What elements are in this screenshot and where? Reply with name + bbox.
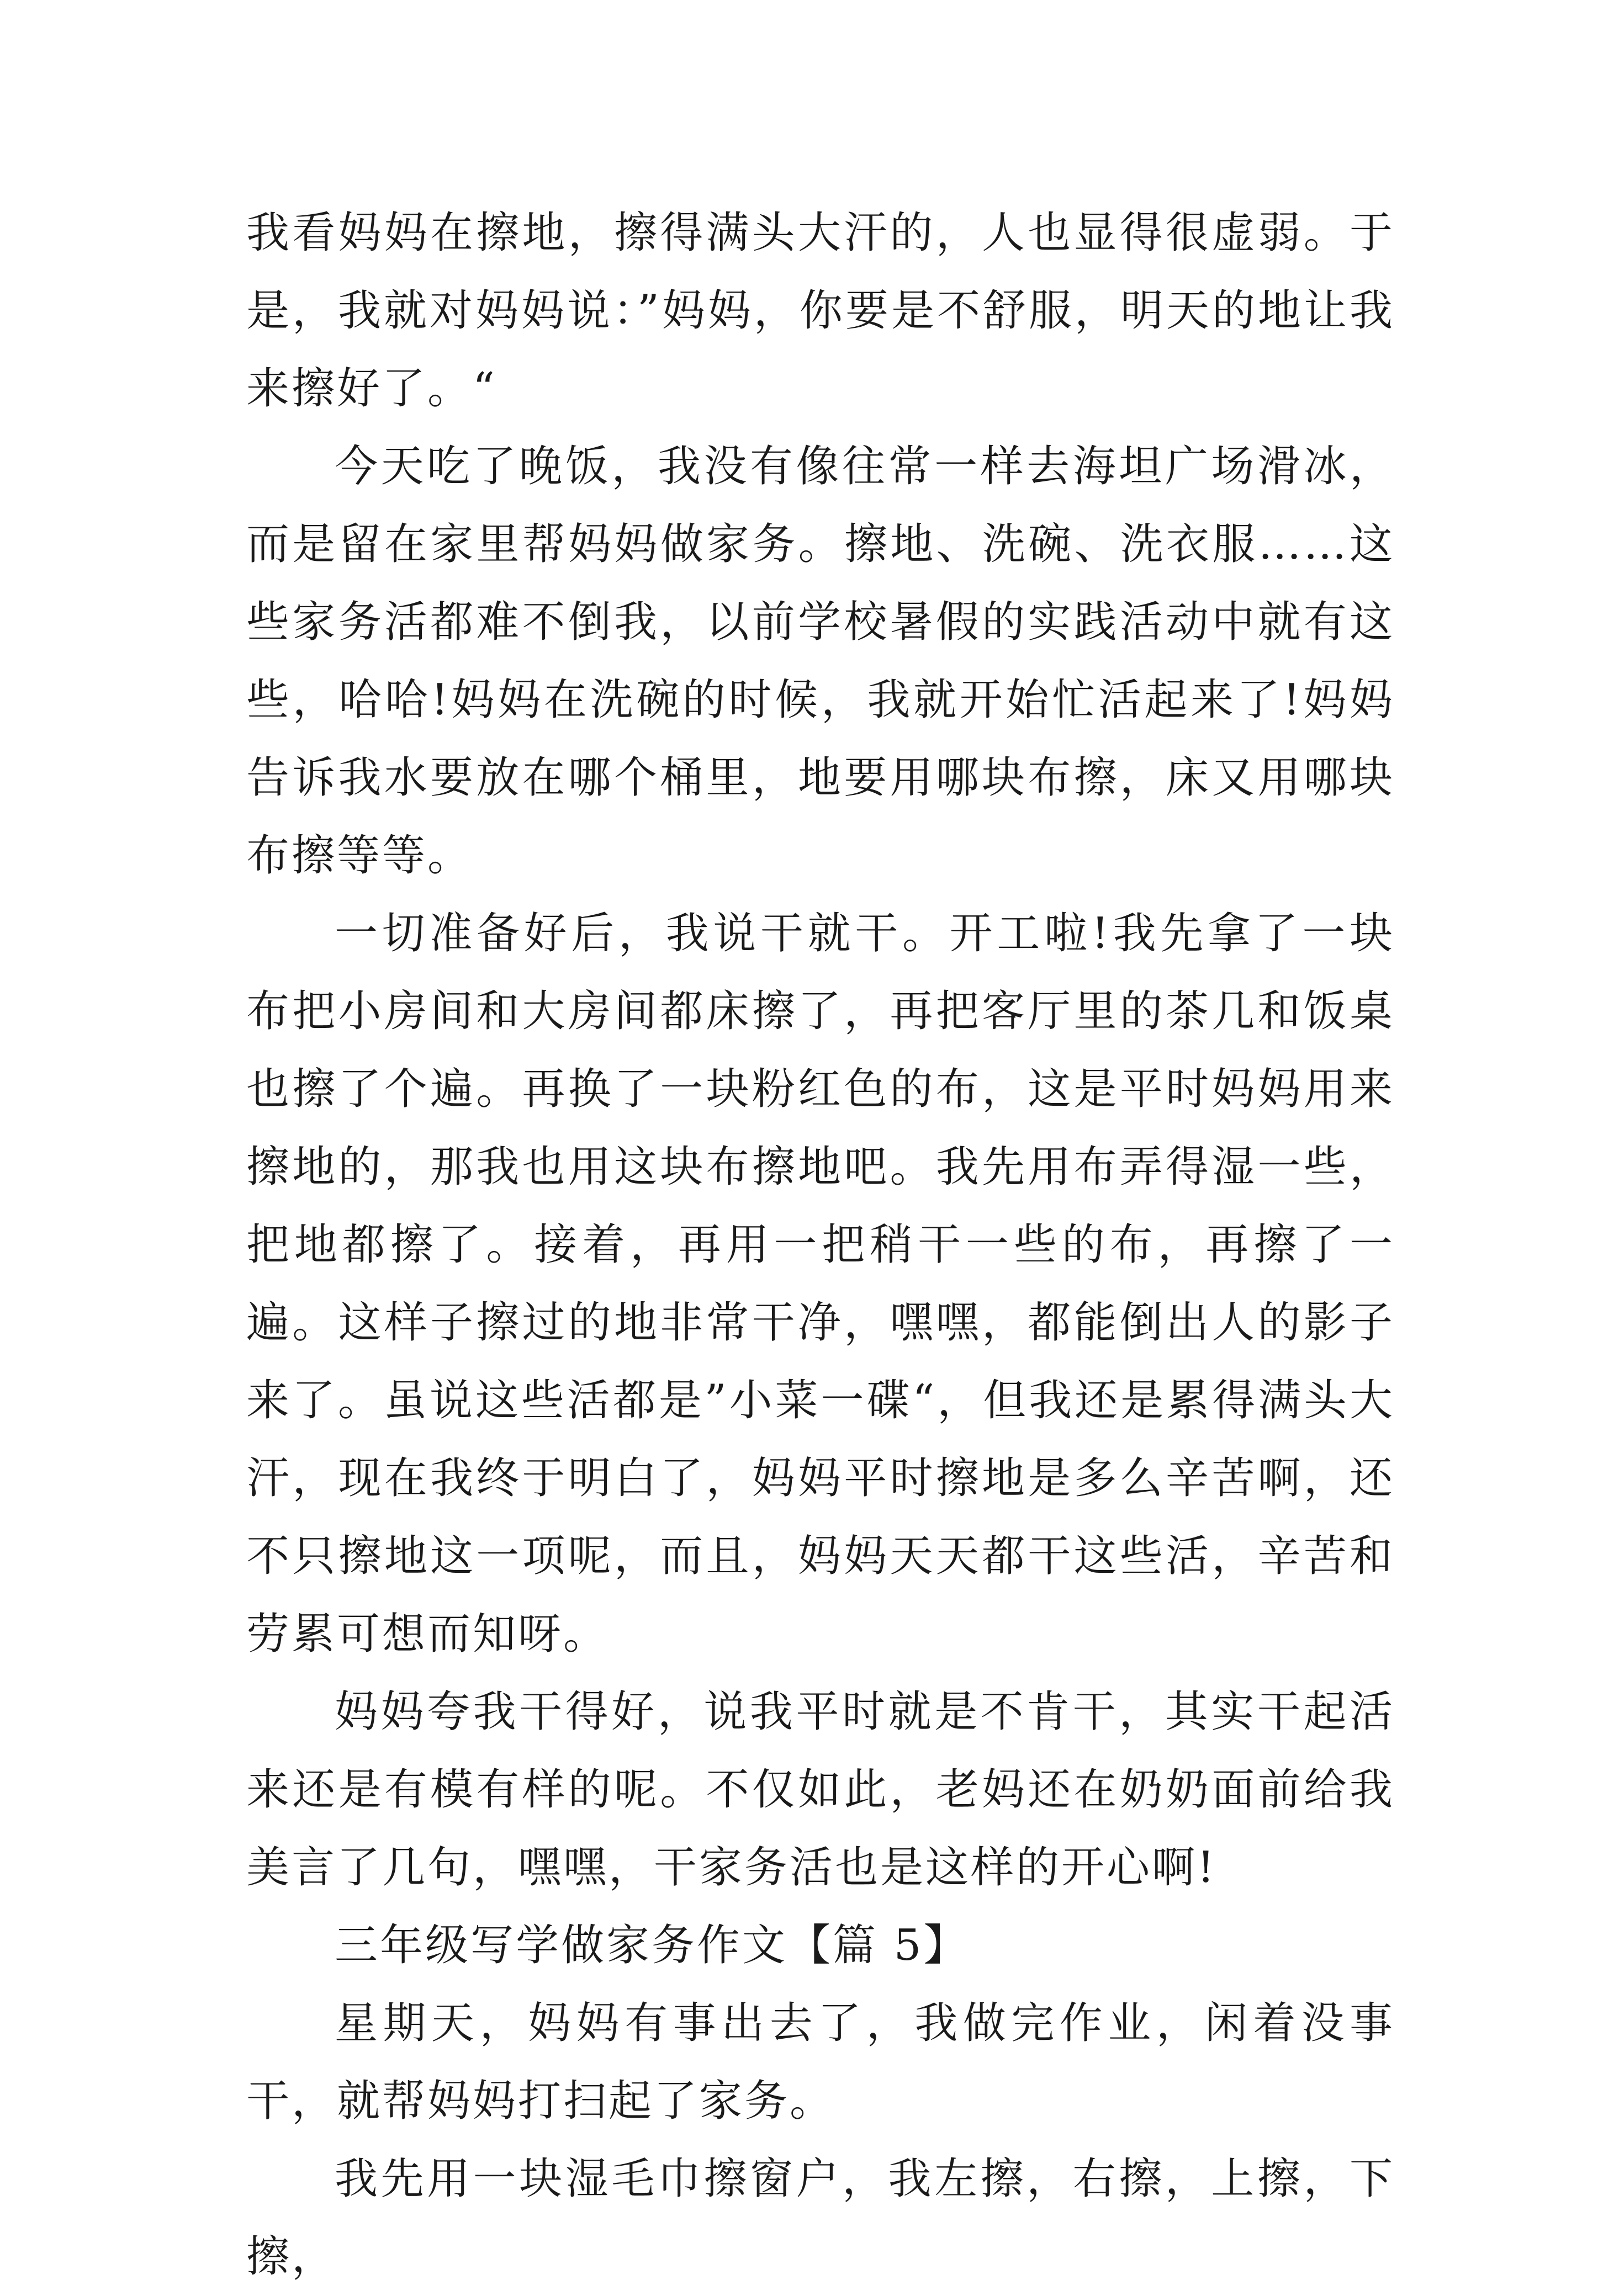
paragraph-4: 妈妈夸我干得好，说我平时就是不肯干，其实干起活来还是有模有样的呢。不仅如此，老妈还在奶奶面前给我美言了几句，嘿嘿，干家务活也是这样的开心啊! xyxy=(246,1687,1395,1892)
section-heading: 三年级写学做家务作文【篇 5】 xyxy=(335,1921,969,1970)
paragraph-3: 一切准备好后，我说干就干。开工啦!我先拿了一块布把小房间和大房间都床擦了，再把客厅里的茶几和饭桌也擦了个遍。再换了一块粉红色的布，这是平时妈妈用来擦地的，那我也用这块布擦地吧。我先用布弄得湿一些，把地都擦了。接着，再用一把稍干一些的布，再擦了一遍。这样子擦过的地非常干净，嘿嘿，都能倒出人的影子来了。虽说这些活都是”小菜一碟“，但我还是累得满头大汗，现在我终于明白了，妈妈平时擦地是多么辛苦啊，还不只擦地这一项呢，而且，妈妈天天都干这些活，辛苦和劳累可想而知呀。 xyxy=(246,909,1395,1659)
paragraph-2: 今天吃了晚饭，我没有像往常一样去海坦广场滑冰，而是留在家里帮妈妈做家务。擦地、洗碗、洗衣服……这些家务活都难不倒我，以前学校暑假的实践活动中就有这些，哈哈!妈妈在洗碗的时候，我就开始忙活起来了!妈妈告诉我水要放在哪个桶里，地要用哪块布擦，床又用哪块布擦等等。 xyxy=(246,442,1395,881)
document-body xyxy=(246,194,1395,2296)
section-paragraph-1: 星期天，妈妈有事出去了，我做完作业，闲着没事干，就帮妈妈打扫起了家务。 xyxy=(246,1998,1395,2126)
paragraph-1: 我看妈妈在擦地，擦得满头大汗的，人也显得很虚弱。于是，我就对妈妈说：”妈妈，你要是不舒服，明天的地让我来擦好了。“ xyxy=(246,208,1395,413)
section-paragraph-2: 我先用一块湿毛巾擦窗户，我左擦，右擦，上擦，下擦， xyxy=(246,2154,1395,2282)
